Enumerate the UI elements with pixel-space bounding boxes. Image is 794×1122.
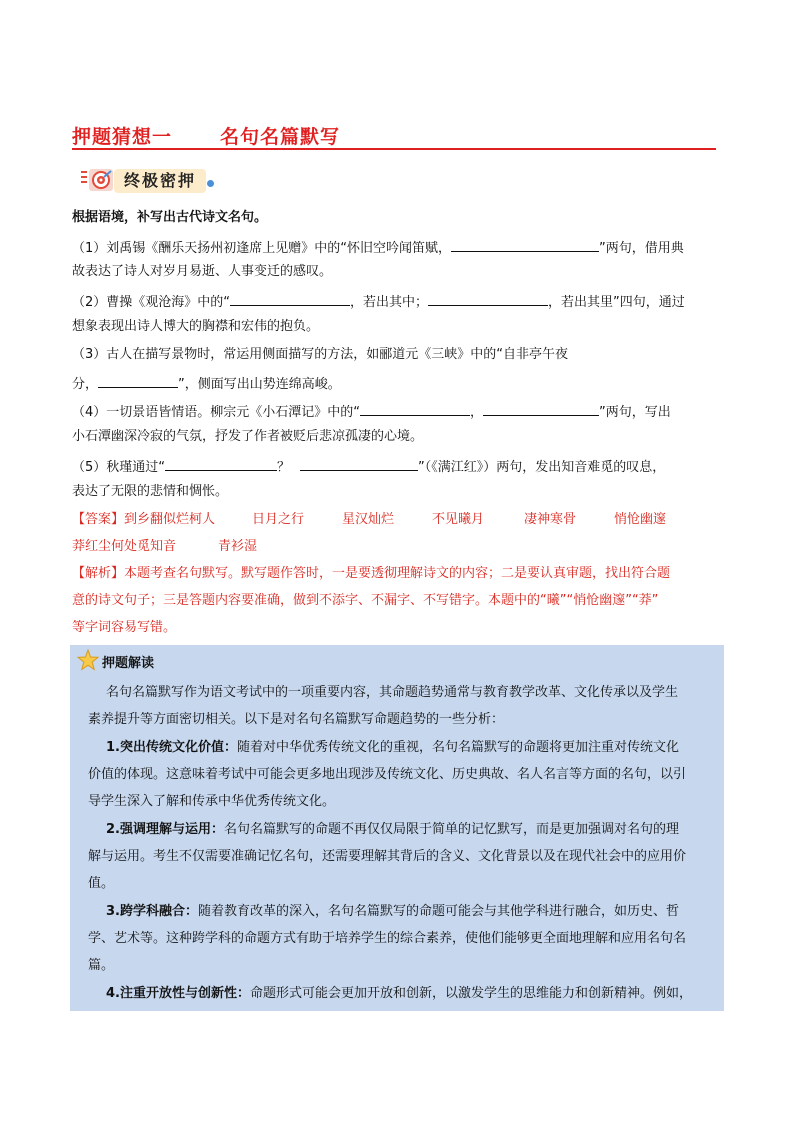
answer-item: 悄怆幽邃 xyxy=(614,512,667,527)
title-part-1: 押题猜想一 xyxy=(72,126,173,148)
question-1-line-1: （1）刘禹锡《酬乐天扬州初逢席上见赠》中的“怀旧空吟闻笛赋， ”两句，借用典 xyxy=(72,237,684,258)
analysis-line-3: 等字词容易写错。 xyxy=(72,620,177,635)
answer-blank xyxy=(165,456,277,471)
answer-item: 日月之行 xyxy=(252,512,305,527)
analysis-label: 【解析】 xyxy=(72,566,125,581)
section-title-bar xyxy=(72,122,716,150)
point-1-line-2: 价值的体现。这意味着考试中可能会更多地出现涉及传统文化、历史典故、名人名言等方面的名句，以引 xyxy=(88,767,687,782)
question-5-line-1: （5）秋瑾通过“ ？ ”（《满江红》）两句，发出知音难觅的叹息， xyxy=(72,456,665,477)
section-title xyxy=(72,122,340,149)
answer-item: 星汉灿烂 xyxy=(342,512,395,527)
answer-blank xyxy=(428,291,548,306)
question-3-line-2: 分， ”，侧面写出山势连绵高峻。 xyxy=(72,373,341,394)
question-4-line-1: （4）一切景语皆情语。柳宗元《小石潭记》中的“ ， ”两句，写出 xyxy=(72,401,671,422)
answer-blank xyxy=(451,237,599,252)
point-4-line-1: 4.注重开放性与创新性：命题形式可能会更加开放和创新，以激发学生的思维能力和创新精神。例如， xyxy=(106,986,692,1001)
answer-blank xyxy=(98,373,178,388)
title-part-2: 名句名篇默写 xyxy=(220,126,341,148)
point-2-line-2: 解与运用。考生不仅需要准确记忆名句，还需要理解其背后的含义、文化背景以及在现代社会中的应用价 xyxy=(88,849,687,864)
point-3-line-2: 学、艺术等。这种跨学科的命题方式有助于培养学生的综合素养，使他们能够更全面地理解和应用名句名 xyxy=(88,931,687,946)
answer-label: 【答案】 xyxy=(72,512,125,527)
answer-blank xyxy=(230,291,350,306)
answer-blank xyxy=(483,401,599,416)
analysis-line-1: 【解析】本题考查名句默写。默写题作答时，一是要透彻理解诗文的内容；二是要认真审题，找出符合题 xyxy=(72,566,671,581)
answer-item: 到乡翻似烂柯人 xyxy=(124,512,216,527)
badge-label: 终极密押 xyxy=(114,169,206,193)
target-icon xyxy=(80,168,114,194)
question-1-line-2: 故表达了诗人对岁月易逝、人事变迁的感叹。 xyxy=(72,264,333,279)
point-3-line-1: 3.跨学科融合：随着教育改革的深入，名句名篇默写的命题可能会与其他学科进行融合，如历史、哲 xyxy=(106,904,679,919)
question-3-line-1: （3）古人在描写景物时，常运用侧面描写的方法，如郦道元《三峡》中的“自非亭午夜 xyxy=(72,347,569,362)
question-2-line-1: （2）曹操《观沧海》中的“ ，若出其中； ，若出其里”四句，通过 xyxy=(72,291,685,312)
answer-blank xyxy=(300,456,418,471)
point-1-line-1: 1.突出传统文化价值：随着对中华优秀传统文化的重视，名句名篇默写的命题将更加注重对传统文化 xyxy=(106,740,679,755)
point-2-line-1: 2.强调理解与运用：名句名篇默写的命题不再仅仅局限于简单的记忆默写，而是更加强调对名句的理 xyxy=(106,822,679,837)
analysis-line-2: 意的诗文句子；三是答题内容要准确，做到不添字、不漏字、不写错字。本题中的“曦”“悄怆幽邃”“莽” xyxy=(72,593,659,608)
answer-item: 莽红尘何处觅知音 xyxy=(72,539,177,554)
answer-item: 凄神寒骨 xyxy=(524,512,577,527)
badge-dot xyxy=(207,180,214,187)
star-icon xyxy=(76,648,100,672)
instruction: 根据语境，补写出古代诗文名句。 xyxy=(72,210,268,225)
answer-blank xyxy=(360,401,470,416)
answer-line-1 xyxy=(72,511,666,529)
intro-line-1: 名句名篇默写作为语文考试中的一项重要内容，其命题趋势通常与教育教学改革、文化传承以及学生 xyxy=(106,685,679,700)
question-2-line-2: 想象表现出诗人博大的胸襟和宏伟的抱负。 xyxy=(72,319,320,334)
point-1-line-3: 导学生深入了解和传承中华优秀传统文化。 xyxy=(88,794,336,809)
question-5-line-2: 表达了无限的悲情和惆怅。 xyxy=(72,484,229,499)
intro-line-2: 素养提升等方面密切相关。以下是对名句名篇默写命题趋势的一些分析： xyxy=(88,712,505,727)
point-2-line-3: 值。 xyxy=(88,876,115,891)
interpretation-heading: 押题解读 xyxy=(102,656,155,671)
answer-item: 青衫湿 xyxy=(218,539,258,554)
answer-item: 不见曦月 xyxy=(432,512,485,527)
point-3-line-3: 篇。 xyxy=(88,958,115,973)
question-4-line-2: 小石潭幽深冷寂的气氛，抒发了作者被贬后悲凉孤凄的心境。 xyxy=(72,429,424,444)
interpretation-box xyxy=(70,645,724,1011)
answer-line-2 xyxy=(72,538,257,556)
